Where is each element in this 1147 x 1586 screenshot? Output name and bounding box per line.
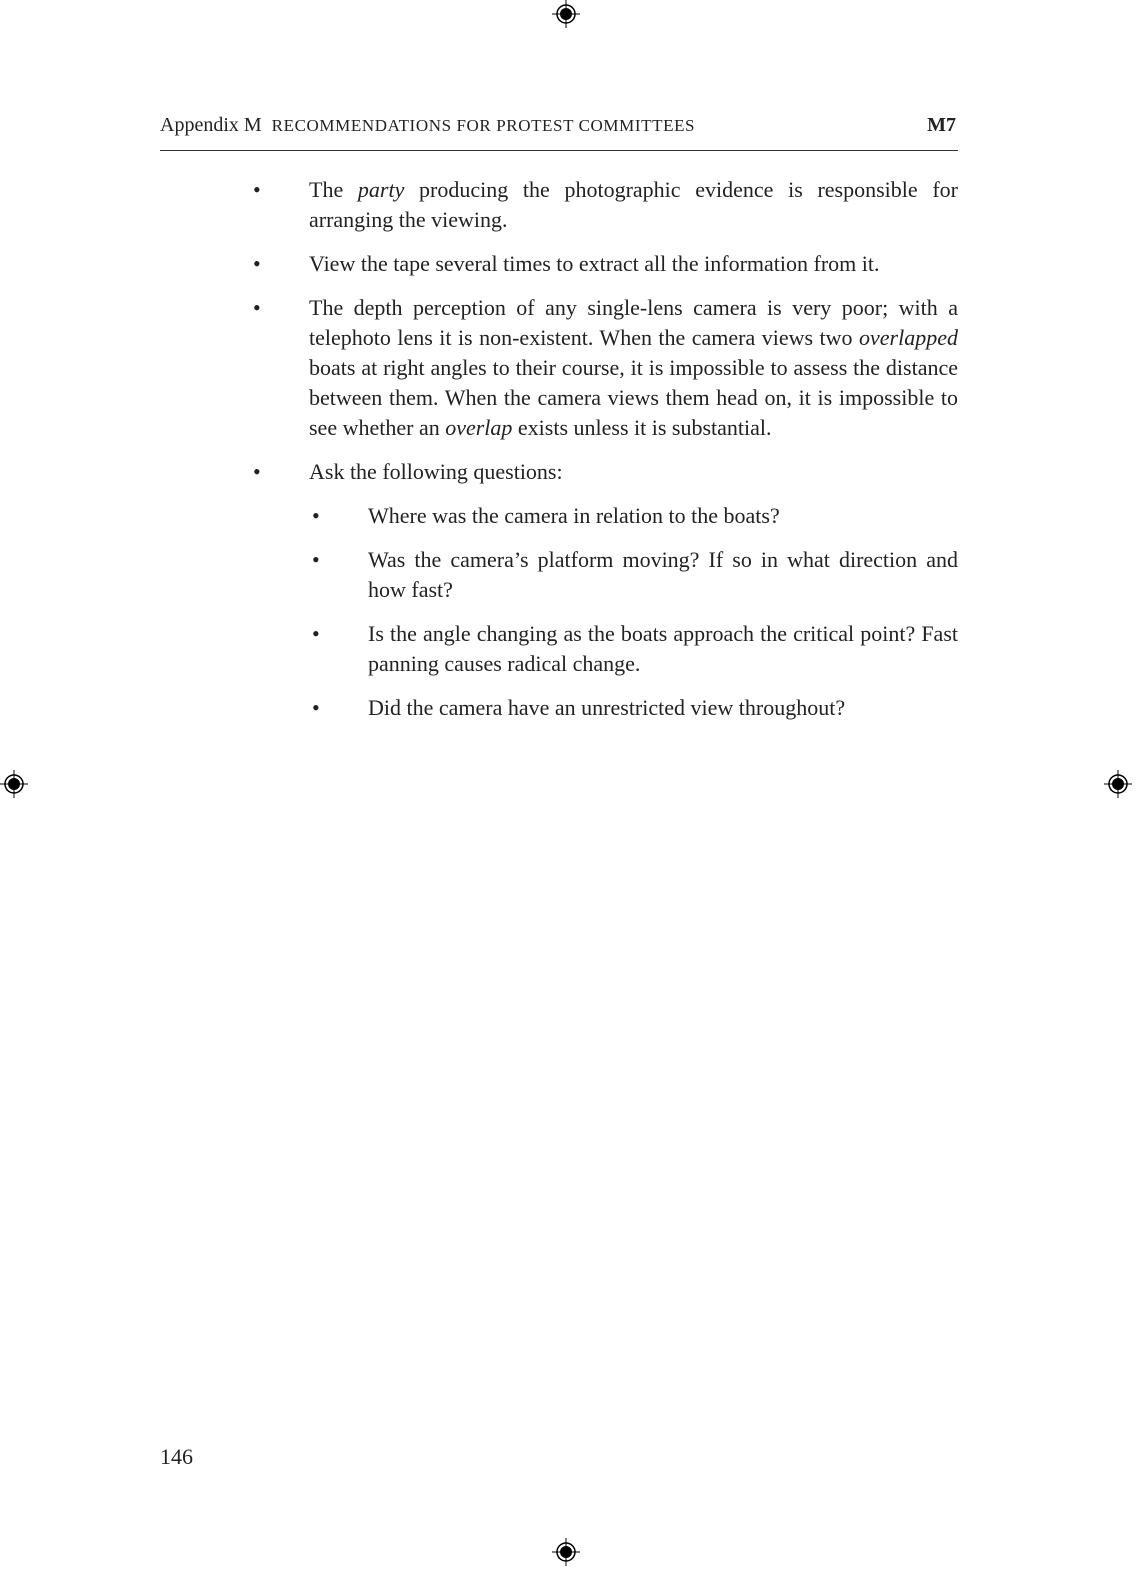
text-segment: View the tape several times to extract all the information from it.	[309, 251, 880, 276]
list-item	[253, 293, 958, 443]
page-number: 146	[160, 1444, 193, 1469]
italic-term: overlapped	[859, 325, 958, 350]
sub-list-item	[253, 545, 958, 605]
question-text: Where was the camera in relation to the boats?	[368, 503, 780, 528]
sub-list-item	[253, 619, 958, 679]
question-text: Was the camera’s platform moving? If so in what direction and how fast?	[368, 547, 958, 602]
text-segment: The depth perception of any single-lens camera is very poor; with a telephoto lens it is non-existent. When the camera views two	[309, 295, 958, 350]
italic-term: party	[357, 177, 405, 202]
italic-term: overlap	[445, 415, 513, 440]
registration-mark-icon	[1104, 770, 1132, 798]
text-segment: producing the photographic evidence is responsible for arranging the viewing.	[309, 177, 958, 232]
list-item	[253, 175, 958, 235]
section-number: M7	[927, 114, 956, 136]
appendix-label: Appendix M	[160, 114, 262, 136]
text-segment: The	[309, 177, 358, 202]
text-segment: exists unless it is substantial.	[512, 415, 772, 440]
registration-mark-icon	[552, 1538, 580, 1566]
bullet: •	[253, 177, 261, 202]
bullet: •	[312, 547, 320, 572]
body-text	[253, 175, 958, 737]
text-segment: boats at right angles to their course, it is impossible to assess the distance between them. When the camera views them head on, it is impossible to see whether an	[309, 355, 958, 440]
text-segment: Ask the following questions:	[309, 459, 563, 484]
bullet: •	[312, 503, 320, 528]
bullet: •	[253, 251, 261, 276]
header-title	[160, 114, 695, 137]
bullet: •	[312, 695, 320, 720]
bullet: •	[253, 295, 261, 320]
registration-mark-icon	[0, 770, 28, 798]
list-item	[253, 249, 958, 279]
chapter-title: RECOMMENDATIONS FOR PROTEST COMMITTEES	[271, 116, 696, 135]
registration-mark-icon	[552, 0, 580, 28]
question-text: Is the angle changing as the boats approach the critical point? Fast panning causes radical change.	[368, 621, 958, 676]
list-item	[253, 457, 958, 487]
question-text: Did the camera have an unrestricted view throughout?	[368, 695, 846, 720]
sub-list-item	[253, 501, 958, 531]
bullet: •	[253, 459, 261, 484]
running-header	[160, 114, 958, 151]
sub-list-item	[253, 693, 958, 723]
bullet: •	[312, 621, 320, 646]
